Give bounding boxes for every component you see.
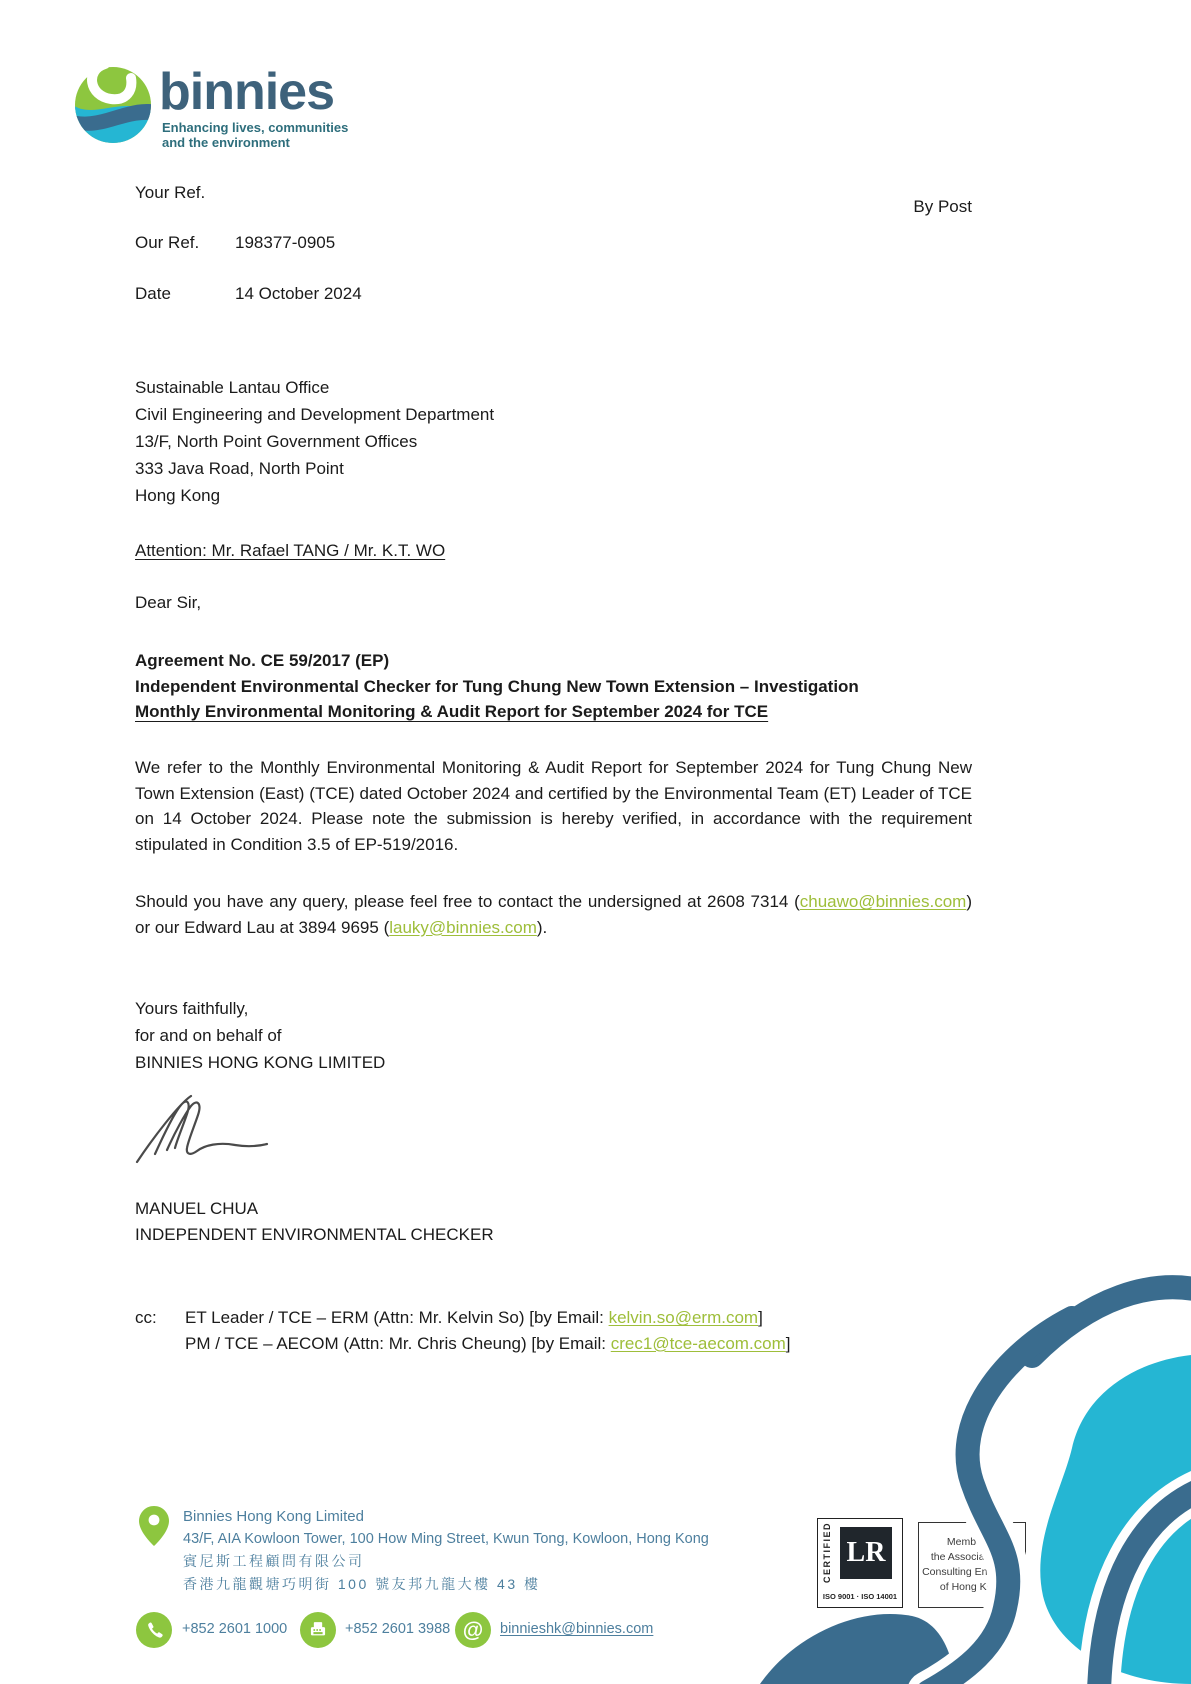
cc-text: ] — [758, 1308, 763, 1327]
subject-line-1: Agreement No. CE 59/2017 (EP) — [135, 651, 390, 670]
member-line: the Association of — [930, 1551, 1014, 1563]
closing-block — [135, 995, 972, 1076]
body-paragraph-2 — [135, 889, 972, 940]
member-line: of Hong Kong — [939, 1581, 1005, 1593]
cc-text: PM / TCE – AECOM (Attn: Mr. Chris Cheung) [by Email: — [185, 1333, 611, 1353]
at-glyph: @ — [462, 1618, 484, 1642]
recipient-address — [135, 374, 972, 509]
paragraph-text: ) or our Edward Lau at 3894 9695 ( — [135, 892, 972, 937]
footer-address-block — [183, 1506, 709, 1595]
by-post-label: By Post — [913, 197, 972, 216]
recipient-line: Civil Engineering and Development Department — [135, 405, 495, 424]
cc-email-link-erm[interactable]: kelvin.so@erm.com — [608, 1308, 759, 1327]
at-icon — [455, 1612, 491, 1648]
our-ref-label: Our Ref. — [135, 233, 200, 252]
subject-line-3: Monthly Environmental Monitoring & Audit Report for September 2024 for TCE — [135, 702, 769, 721]
date-value: 14 October 2024 — [235, 284, 362, 303]
location-pin-icon — [139, 1506, 169, 1546]
date-row — [135, 284, 972, 304]
footer-contact-row — [0, 1612, 760, 1648]
your-ref-label: Your Ref. — [135, 183, 206, 202]
lr-certified-label: CERTIFIED — [822, 1521, 832, 1583]
recipient-line: 333 Java Road, North Point — [135, 459, 344, 478]
closing-line-2: for and on behalf of — [135, 1026, 282, 1045]
footer-fax-number: +852 2601 3988 — [345, 1621, 451, 1637]
subject-line-2: Independent Environmental Checker for Tung Chung New Town Extension – Investigation — [135, 676, 859, 696]
binnies-logo-icon — [73, 60, 153, 146]
cc-label: cc: — [135, 1308, 157, 1327]
lr-logo-icon: LR — [840, 1527, 892, 1579]
email-link-lauky[interactable]: lauky@binnies.com — [389, 917, 537, 937]
signer-title: INDEPENDENT ENVIRONMENTAL CHECKER — [135, 1224, 494, 1244]
lr-iso-label: ISO 9001 · ISO 14001 — [822, 1592, 898, 1601]
recipient-line: Sustainable Lantau Office — [135, 378, 330, 397]
cc-email-link-aecom[interactable]: crec1@tce-aecom.com — [610, 1333, 786, 1353]
closing-line-3: BINNIES HONG KONG LIMITED — [135, 1053, 386, 1072]
recipient-line: 13/F, North Point Government Offices — [135, 432, 418, 451]
footer-address-en: 43/F, AIA Kowloon Tower, 100 How Ming Street, Kwun Tong, Kowloon, Hong Kong — [183, 1531, 709, 1547]
brand-wordmark: binnies — [159, 63, 335, 121]
phone-icon — [136, 1612, 172, 1648]
salutation: Dear Sir, — [135, 593, 202, 612]
our-ref-value: 198377-0905 — [235, 233, 336, 252]
fax-icon — [300, 1612, 336, 1648]
body-paragraph-1: We refer to the Monthly Environmental Monitoring & Audit Report for September 2024 for Tung Chung New Town Extension (East) (TCE) dated October 2024 and certified by the Environmental Team (ET) Leader of TCE on 14 October 2024. Please note the submission is hereby verified, in accordance with the requirement stipulated in Condition 3.5 of EP-519/2016. — [135, 758, 972, 854]
footer-company-zh: 賓尼斯工程顧問有限公司 — [183, 1553, 365, 1569]
footer-email-link[interactable]: binnieshk@binnies.com — [500, 1621, 654, 1637]
signature-image — [133, 1094, 308, 1166]
recipient-line: Hong Kong — [135, 486, 221, 505]
signer-name: MANUEL CHUA — [135, 1199, 259, 1218]
brand-header — [73, 60, 348, 150]
email-link-chuawo[interactable]: chuawo@binnies.com — [799, 892, 967, 911]
tagline-line-2: and the environment — [162, 135, 290, 150]
attention-line: Attention: Mr. Rafael TANG / Mr. K.T. WO — [135, 541, 446, 560]
brand-tagline — [162, 120, 348, 150]
subject-heading — [135, 648, 972, 725]
cc-text: ET Leader / TCE – ERM (Attn: Mr. Kelvin So) [by Email: — [185, 1308, 609, 1327]
footer-company-name: Binnies Hong Kong Limited — [183, 1508, 364, 1525]
our-ref-row — [135, 233, 972, 253]
member-line: Member of — [946, 1536, 998, 1548]
corner-swoosh-decoration — [700, 1150, 1191, 1684]
footer-phone-number: +852 2601 1000 — [182, 1621, 288, 1637]
paragraph-text: Should you have any query, please feel free to contact the undersigned at 2608 7314 ( — [135, 892, 800, 911]
date-label: Date — [135, 284, 171, 303]
paragraph-text: ). — [536, 917, 548, 937]
footer-address-zh: 香港九龍觀塘巧明街 100 號友邦九龍大樓 43 樓 — [183, 1575, 541, 1592]
member-line: Consulting Engineers — [922, 1566, 1022, 1578]
tagline-line-1: Enhancing lives, communities — [162, 120, 349, 135]
closing-line-1: Yours faithfully, — [135, 999, 249, 1018]
cc-text: ] — [785, 1333, 791, 1353]
